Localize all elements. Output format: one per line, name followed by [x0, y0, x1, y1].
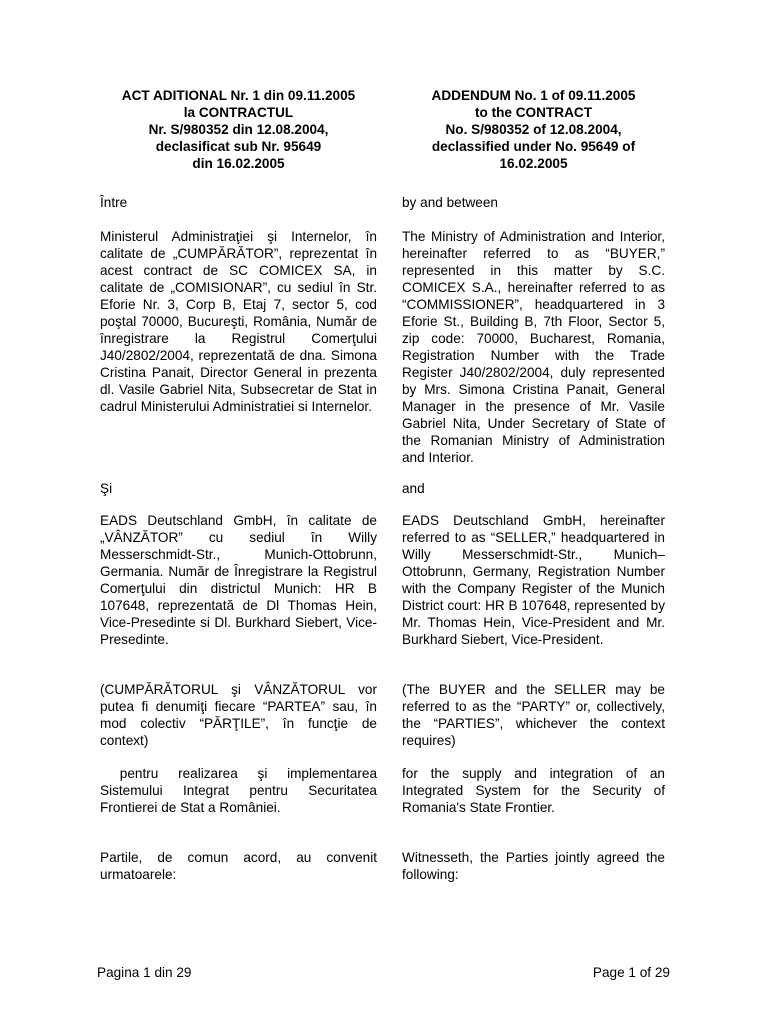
title-line: declasificat sub Nr. 95649: [155, 139, 322, 154]
between-label: Între: [100, 195, 128, 210]
parties-definition-paragraph: (The BUYER and the SELLER may be referred to as the “PARTY” or, collectively, the “PARTIES”, whichever the context requires): [402, 682, 665, 748]
english-title: [402, 87, 665, 172]
romanian-title: [100, 87, 377, 172]
parties-definition-paragraph: (CUMPĂRĂTORUL şi VÂNZĂTORUL vor putea fi denumiţi fiecare “PARTEA” sau, în mod colectiv “PĂRŢILE”, în funcţie de context): [100, 682, 377, 748]
title-line: 16.02.2005: [499, 156, 568, 171]
and-label: Şi: [100, 481, 113, 496]
title-line: declassified under No. 95649 of: [431, 139, 636, 154]
title-line: din 16.02.2005: [192, 156, 285, 171]
page-number-romanian: Pagina 1 din 29: [97, 965, 192, 980]
title-line: Nr. S/980352 din 12.08.2004,: [148, 122, 329, 137]
between-label: by and between: [402, 195, 498, 210]
title-line: to the CONTRACT: [474, 105, 593, 120]
party2-paragraph: EADS Deutschland GmbH, hereinafter referred to as “SELLER,” headquartered in Willy Messerschmidt-Str., Munich–Ottobrunn, Germany, Registration Number with the Company Register of the Munich District court: HR B 107648, represented by Mr. Thomas Hein, Vice-President and Mr. Burkhard Siebert, Vice-President.: [402, 513, 665, 647]
title-line: ACT ADITIONAL Nr. 1 din 09.11.2005: [121, 88, 356, 103]
title-line: No. S/980352 of 12.08.2004,: [445, 122, 622, 137]
purpose-paragraph: for the supply and integration of an Integrated System for the Security of Romania's State Frontier.: [402, 766, 665, 815]
title-line: la CONTRACTUL: [183, 105, 294, 120]
party1-paragraph: The Ministry of Administration and Interior, hereinafter referred to as “BUYER,” represented in this matter by S.C. COMICEX S.A., hereinafter referred to as “COMMISSIONER”, headquartered in 3 Eforie St., Building B, 7th Floor, Sector 5, zip code: 70000, Bucharest, Romania, Registration Number with the Trade Register J40/2802/2004, duly represented by Mrs. Simona Cristina Panait, General Manager in the presence of Mr. Vasile Gabriel Nita, Under Secretary of State of the Romanian Ministry of Administration and Interior.: [402, 229, 665, 465]
and-label: and: [402, 481, 425, 496]
party2-paragraph: EADS Deutschland GmbH, în calitate de „VÂNZĂTOR” cu sediul în Willy Messerschmidt-Str., Munich-Ottobrunn, Germania. Număr de Înregistrare la Registrul Comerţului din districtul Munich: HR B 107648, reprezentată de Dl Thomas Hein, Vice-Presedinte si Dl. Burkhard Siebert, Vice-Presedinte.: [100, 513, 377, 647]
party1-paragraph: Ministerul Administraţiei şi Internelor, în calitate de „CUMPĂRĂTOR”, reprezentat în acest contract de SC COMICEX SA, in calitate de „COMISIONAR”, cu sediul în Str. Eforie Nr. 3, Corp B, Etaj 7, sector 5, cod poştal 70000, Bucureşti, România, Număr de înregistrare la Registrul Comerţului J40/2802/2004, reprezentată de dna. Simona Cristina Panait, Director General in prezenta dl. Vasile Gabriel Nita, Subsecretar de Stat in cadrul Ministerului Administratiei si Internelor.: [100, 229, 377, 414]
title-line: ADDENDUM No. 1 of 09.11.2005: [431, 88, 636, 103]
purpose-paragraph: pentru realizarea şi implementarea Sistemului Integrat pentru Securitatea Frontierei de Stat a României.: [100, 766, 381, 815]
page-number-english: Page 1 of 29: [592, 965, 670, 980]
agreement-paragraph: Witnesseth, the Parties jointly agreed the following:: [402, 850, 665, 882]
agreement-paragraph: Partile, de comun acord, au convenit urmatoarele:: [100, 850, 377, 882]
